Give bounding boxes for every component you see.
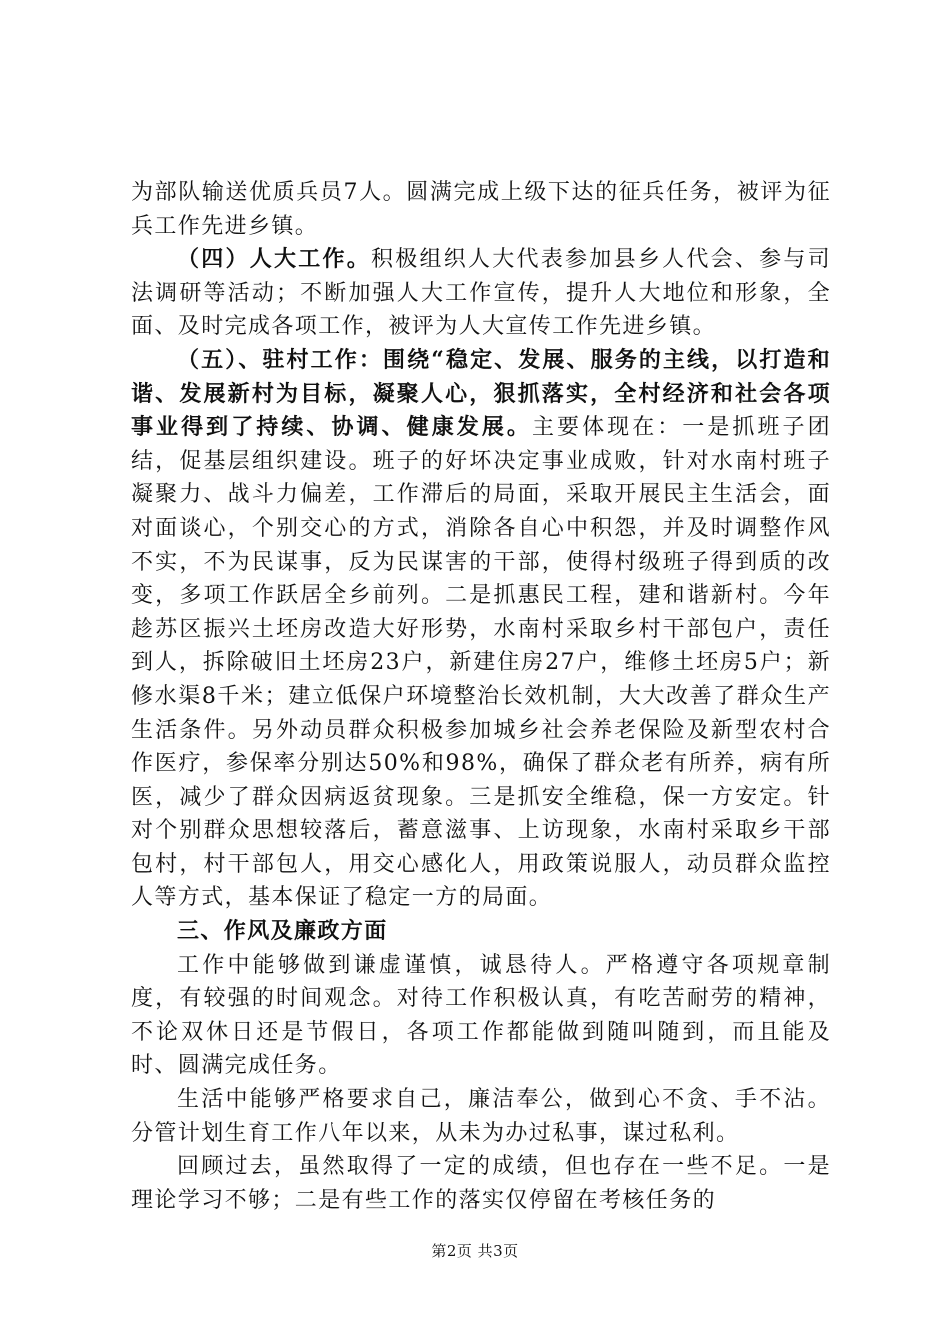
paragraph-text: 工作中能够做到谦虚谨慎，诚恳待人。严格遵守各项规章制度，有较强的时间观念。对待工作积极认真，有吃苦耐劳的精神，不论双休日还是节假日，各项工作都能做到随叫随到，而且能及时、圆满完成任务。 <box>131 952 831 1079</box>
document-body <box>131 176 831 1217</box>
section-heading-conduct: 三、作风及廉政方面 <box>177 918 388 945</box>
paragraph-text: 主要体现在：一是抓班子团结，促基层组织建设。班子的好坏决定事业成败，针对水南村班子凝聚力、战斗力偏差，工作滞后的局面，采取开展民主生活会，面对面谈心，个别交心的方式，消除各自心中积怨，并及时调整作风不实，不为民谋事，反为民谋害的干部，使得村级班子得到质的改变，多项工作跃居全乡前列。二是抓惠民工程，建和谐新村。今年趁苏区振兴土坯房改造大好形势，水南村采取乡村干部包户，责任到人，拆除破旧土坯房23户，新建住房27户，维修土坯房5户；新修水渠8千米；建立低保户环境整治长效机制，大大改善了群众生产生活条件。另外动员群众积极参加城乡社会养老保险及新型农村合作医疗，参保率分别达50%和98%，确保了群众老有所养，病有所医，减少了群众因病返贫现象。三是抓安全维稳，保一方安定。针对个别群众思想较落后，蓄意滋事、上访现象，水南村采取乡干部包村，村干部包人，用交心感化人，用政策说服人，动员群众监控人等方式，基本保证了稳定一方的局面。 <box>131 415 831 911</box>
paragraph-6 <box>131 1083 831 1150</box>
paragraph-2 <box>131 243 831 344</box>
section-heading-village-work: （五）、驻村工作：围绕“稳定、发展、服务的主线，以打造和谐、发展新村为目标，凝聚人心，狠抓落实，全村经济和社会各项事业得到了持续、协调、健康发展。 <box>131 346 831 441</box>
paragraph-text: 积极组织人大代表参加县乡人代会、参与司法调研等活动；不断加强人大工作宣传，提升人大地位和形象，全面、及时完成各项工作，被评为人大宣传工作先进乡镇。 <box>131 247 831 340</box>
page-footer <box>0 1240 950 1261</box>
page-number: 第2页 共3页 <box>431 1242 519 1260</box>
paragraph-1 <box>131 176 831 243</box>
paragraph-text: 为部队输送优质兵员7人。圆满完成上级下达的征兵任务，被评为征兵工作先进乡镇。 <box>131 180 831 239</box>
paragraph-5 <box>131 949 831 1083</box>
paragraph-3 <box>131 344 831 915</box>
paragraph-text: 回顾过去，虽然取得了一定的成绩，但也存在一些不足。一是理论学习不够；二是有些工作的落实仅停留在考核任务的 <box>131 1154 831 1213</box>
paragraph-7 <box>131 1150 831 1217</box>
paragraph-4 <box>131 915 831 949</box>
paragraph-text: 生活中能够严格要求自己，廉洁奉公，做到心不贪、手不沾。分管计划生育工作八年以来，从未为办过私事，谋过私利。 <box>131 1087 831 1146</box>
section-heading-people-congress: （四）人大工作。 <box>177 246 372 273</box>
